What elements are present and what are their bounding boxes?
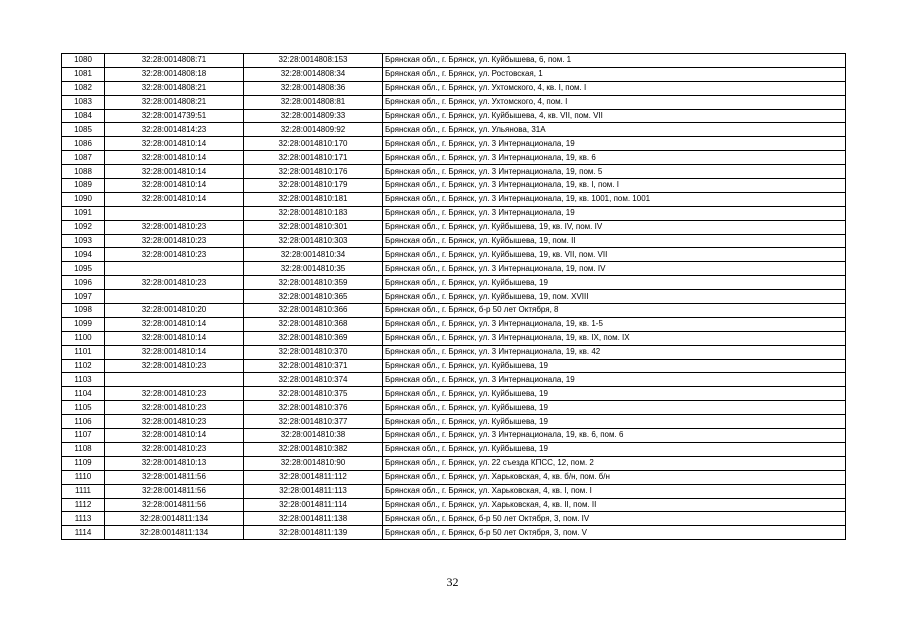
row-number-cell: 1089 [62, 179, 105, 193]
land-cadastral-number-cell [105, 206, 244, 220]
address-cell: Брянская обл., г. Брянск, ул. 3 Интернационала, 19, кв. 1001, пом. 1001 [383, 192, 846, 206]
table-row [62, 415, 846, 429]
table-row [62, 387, 846, 401]
table-row [62, 192, 846, 206]
address-cell: Брянская обл., г. Брянск, ул. Куйбышева, 19 [383, 415, 846, 429]
address-cell: Брянская обл., г. Брянск, ул. 3 Интернационала, 19, кв. 1-5 [383, 317, 846, 331]
object-cadastral-number-cell: 32:28:0014811:138 [244, 512, 383, 526]
land-cadastral-number-cell: 32:28:0014810:23 [105, 359, 244, 373]
table-row [62, 123, 846, 137]
table-row [62, 220, 846, 234]
object-cadastral-number-cell: 32:28:0014810:34 [244, 248, 383, 262]
row-number-cell: 1093 [62, 234, 105, 248]
address-cell: Брянская обл., г. Брянск, ул. 22 съезда КПСС, 12, пом. 2 [383, 456, 846, 470]
object-cadastral-number-cell: 32:28:0014811:112 [244, 470, 383, 484]
object-cadastral-number-cell: 32:28:0014810:382 [244, 442, 383, 456]
land-cadastral-number-cell: 32:28:0014811:56 [105, 470, 244, 484]
object-cadastral-number-cell: 32:28:0014811:113 [244, 484, 383, 498]
table-row [62, 456, 846, 470]
object-cadastral-number-cell: 32:28:0014810:38 [244, 429, 383, 443]
land-cadastral-number-cell: 32:28:0014808:21 [105, 95, 244, 109]
land-cadastral-number-cell: 32:28:0014810:14 [105, 179, 244, 193]
table-row [62, 276, 846, 290]
table-row [62, 95, 846, 109]
table-row [62, 248, 846, 262]
land-cadastral-number-cell: 32:28:0014811:56 [105, 498, 244, 512]
row-number-cell: 1085 [62, 123, 105, 137]
object-cadastral-number-cell: 32:28:0014808:153 [244, 54, 383, 68]
table-row [62, 165, 846, 179]
row-number-cell: 1094 [62, 248, 105, 262]
row-number-cell: 1086 [62, 137, 105, 151]
land-cadastral-number-cell: 32:28:0014810:23 [105, 220, 244, 234]
address-cell: Брянская обл., г. Брянск, ул. 3 Интернационала, 19, пом. IV [383, 262, 846, 276]
object-cadastral-number-cell: 32:28:0014810:370 [244, 345, 383, 359]
object-cadastral-number-cell: 32:28:0014810:366 [244, 304, 383, 318]
row-number-cell: 1113 [62, 512, 105, 526]
object-cadastral-number-cell: 32:28:0014810:375 [244, 387, 383, 401]
object-cadastral-number-cell: 32:28:0014810:374 [244, 373, 383, 387]
row-number-cell: 1111 [62, 484, 105, 498]
land-cadastral-number-cell: 32:28:0014810:23 [105, 248, 244, 262]
address-cell: Брянская обл., г. Брянск, ул. Харьковская, 4, кв. б/н, пом. б/н [383, 470, 846, 484]
land-cadastral-number-cell: 32:28:0014739:51 [105, 109, 244, 123]
table-row [62, 262, 846, 276]
land-cadastral-number-cell: 32:28:0014811:56 [105, 484, 244, 498]
object-cadastral-number-cell: 32:28:0014810:303 [244, 234, 383, 248]
row-number-cell: 1100 [62, 331, 105, 345]
object-cadastral-number-cell: 32:28:0014809:33 [244, 109, 383, 123]
land-cadastral-number-cell: 32:28:0014808:21 [105, 81, 244, 95]
land-cadastral-number-cell [105, 290, 244, 304]
table-body [62, 54, 846, 540]
address-cell: Брянская обл., г. Брянск, ул. Куйбышева, 6, пом. 1 [383, 54, 846, 68]
row-number-cell: 1090 [62, 192, 105, 206]
object-cadastral-number-cell: 32:28:0014808:81 [244, 95, 383, 109]
land-cadastral-number-cell [105, 262, 244, 276]
land-cadastral-number-cell: 32:28:0014810:20 [105, 304, 244, 318]
table-row [62, 484, 846, 498]
land-cadastral-number-cell: 32:28:0014814:23 [105, 123, 244, 137]
land-cadastral-number-cell: 32:28:0014810:14 [105, 137, 244, 151]
row-number-cell: 1087 [62, 151, 105, 165]
object-cadastral-number-cell: 32:28:0014811:114 [244, 498, 383, 512]
row-number-cell: 1096 [62, 276, 105, 290]
object-cadastral-number-cell: 32:28:0014810:171 [244, 151, 383, 165]
land-cadastral-number-cell: 32:28:0014810:23 [105, 415, 244, 429]
table-row [62, 234, 846, 248]
table-row [62, 151, 846, 165]
row-number-cell: 1104 [62, 387, 105, 401]
row-number-cell: 1101 [62, 345, 105, 359]
row-number-cell: 1107 [62, 429, 105, 443]
row-number-cell: 1110 [62, 470, 105, 484]
object-cadastral-number-cell: 32:28:0014810:371 [244, 359, 383, 373]
address-cell: Брянская обл., г. Брянск, ул. Куйбышева, 19, кв. IV, пом. IV [383, 220, 846, 234]
address-cell: Брянская обл., г. Брянск, ул. Ухтомского, 4, кв. I, пом. I [383, 81, 846, 95]
object-cadastral-number-cell: 32:28:0014811:139 [244, 526, 383, 540]
row-number-cell: 1081 [62, 67, 105, 81]
row-number-cell: 1099 [62, 317, 105, 331]
address-cell: Брянская обл., г. Брянск, ул. 3 Интернационала, 19, кв. I, пом. I [383, 179, 846, 193]
table-row [62, 137, 846, 151]
table-row [62, 179, 846, 193]
table-row [62, 498, 846, 512]
object-cadastral-number-cell: 32:28:0014810:359 [244, 276, 383, 290]
table-row [62, 290, 846, 304]
address-cell: Брянская обл., г. Брянск, ул. 3 Интернационала, 19 [383, 137, 846, 151]
row-number-cell: 1112 [62, 498, 105, 512]
land-cadastral-number-cell: 32:28:0014810:23 [105, 442, 244, 456]
row-number-cell: 1092 [62, 220, 105, 234]
land-cadastral-number-cell: 32:28:0014810:14 [105, 192, 244, 206]
row-number-cell: 1084 [62, 109, 105, 123]
land-cadastral-number-cell: 32:28:0014810:14 [105, 151, 244, 165]
cadastral-table [61, 53, 846, 540]
land-cadastral-number-cell: 32:28:0014810:23 [105, 276, 244, 290]
land-cadastral-number-cell: 32:28:0014808:18 [105, 67, 244, 81]
land-cadastral-number-cell: 32:28:0014810:23 [105, 387, 244, 401]
object-cadastral-number-cell: 32:28:0014810:301 [244, 220, 383, 234]
object-cadastral-number-cell: 32:28:0014810:176 [244, 165, 383, 179]
row-number-cell: 1114 [62, 526, 105, 540]
land-cadastral-number-cell: 32:28:0014810:14 [105, 345, 244, 359]
land-cadastral-number-cell: 32:28:0014810:14 [105, 317, 244, 331]
row-number-cell: 1105 [62, 401, 105, 415]
address-cell: Брянская обл., г. Брянск, ул. Куйбышева, 19, пом. XVIII [383, 290, 846, 304]
row-number-cell: 1083 [62, 95, 105, 109]
row-number-cell: 1102 [62, 359, 105, 373]
object-cadastral-number-cell: 32:28:0014810:365 [244, 290, 383, 304]
land-cadastral-number-cell: 32:28:0014808:71 [105, 54, 244, 68]
table-row [62, 401, 846, 415]
object-cadastral-number-cell: 32:28:0014810:179 [244, 179, 383, 193]
table-row [62, 526, 846, 540]
page-number: 32 [446, 575, 459, 589]
address-cell: Брянская обл., г. Брянск, ул. 3 Интернационала, 19, кв. IX, пом. IX [383, 331, 846, 345]
object-cadastral-number-cell: 32:28:0014810:181 [244, 192, 383, 206]
row-number-cell: 1082 [62, 81, 105, 95]
address-cell: Брянская обл., г. Брянск, б-р 50 лет Октября, 8 [383, 304, 846, 318]
address-cell: Брянская обл., г. Брянск, ул. Ульянова, 31А [383, 123, 846, 137]
row-number-cell: 1109 [62, 456, 105, 470]
table-row [62, 442, 846, 456]
address-cell: Брянская обл., г. Брянск, б-р 50 лет Октября, 3, пом. V [383, 526, 846, 540]
object-cadastral-number-cell: 32:28:0014810:377 [244, 415, 383, 429]
table-row [62, 67, 846, 81]
land-cadastral-number-cell: 32:28:0014810:23 [105, 234, 244, 248]
table-row [62, 81, 846, 95]
table-row [62, 359, 846, 373]
table-row [62, 429, 846, 443]
address-cell: Брянская обл., г. Брянск, ул. 3 Интернационала, 19 [383, 206, 846, 220]
address-cell: Брянская обл., г. Брянск, ул. 3 Интернационала, 19, пом. 5 [383, 165, 846, 179]
address-cell: Брянская обл., г. Брянск, ул. Харьковская, 4, кв. II, пом. II [383, 498, 846, 512]
row-number-cell: 1088 [62, 165, 105, 179]
address-cell: Брянская обл., г. Брянск, ул. 3 Интернационала, 19 [383, 373, 846, 387]
land-cadastral-number-cell: 32:28:0014811:134 [105, 512, 244, 526]
address-cell: Брянская обл., г. Брянск, ул. Куйбышева, 19 [383, 442, 846, 456]
address-cell: Брянская обл., г. Брянск, ул. 3 Интернационала, 19, кв. 6, пом. 6 [383, 429, 846, 443]
row-number-cell: 1103 [62, 373, 105, 387]
object-cadastral-number-cell: 32:28:0014810:369 [244, 331, 383, 345]
address-cell: Брянская обл., г. Брянск, ул. Ухтомского, 4, пом. I [383, 95, 846, 109]
object-cadastral-number-cell: 32:28:0014808:34 [244, 67, 383, 81]
land-cadastral-number-cell: 32:28:0014810:13 [105, 456, 244, 470]
object-cadastral-number-cell: 32:28:0014810:35 [244, 262, 383, 276]
table-row [62, 54, 846, 68]
land-cadastral-number-cell: 32:28:0014810:14 [105, 331, 244, 345]
row-number-cell: 1097 [62, 290, 105, 304]
address-cell: Брянская обл., г. Брянск, ул. Куйбышева, 4, кв. VII, пом. VII [383, 109, 846, 123]
object-cadastral-number-cell: 32:28:0014808:36 [244, 81, 383, 95]
object-cadastral-number-cell: 32:28:0014810:183 [244, 206, 383, 220]
row-number-cell: 1080 [62, 54, 105, 68]
address-cell: Брянская обл., г. Брянск, ул. Куйбышева, 19 [383, 276, 846, 290]
table-row [62, 512, 846, 526]
land-cadastral-number-cell: 32:28:0014810:14 [105, 165, 244, 179]
object-cadastral-number-cell: 32:28:0014810:368 [244, 317, 383, 331]
land-cadastral-number-cell: 32:28:0014810:14 [105, 429, 244, 443]
table-row [62, 470, 846, 484]
row-number-cell: 1091 [62, 206, 105, 220]
table-row [62, 373, 846, 387]
land-cadastral-number-cell: 32:28:0014811:134 [105, 526, 244, 540]
address-cell: Брянская обл., г. Брянск, ул. Куйбышева, 19, кв. VII, пом. VII [383, 248, 846, 262]
row-number-cell: 1106 [62, 415, 105, 429]
table-row [62, 317, 846, 331]
table-row [62, 206, 846, 220]
table-row [62, 304, 846, 318]
address-cell: Брянская обл., г. Брянск, ул. Ростовская, 1 [383, 67, 846, 81]
address-cell: Брянская обл., г. Брянск, ул. 3 Интернационала, 19, кв. 6 [383, 151, 846, 165]
address-cell: Брянская обл., г. Брянск, б-р 50 лет Октября, 3, пом. IV [383, 512, 846, 526]
land-cadastral-number-cell: 32:28:0014810:23 [105, 401, 244, 415]
row-number-cell: 1098 [62, 304, 105, 318]
address-cell: Брянская обл., г. Брянск, ул. Куйбышева, 19 [383, 401, 846, 415]
table-row [62, 331, 846, 345]
address-cell: Брянская обл., г. Брянск, ул. Харьковская, 4, кв. I, пом. I [383, 484, 846, 498]
address-cell: Брянская обл., г. Брянск, ул. 3 Интернационала, 19, кв. 42 [383, 345, 846, 359]
object-cadastral-number-cell: 32:28:0014810:170 [244, 137, 383, 151]
row-number-cell: 1108 [62, 442, 105, 456]
address-cell: Брянская обл., г. Брянск, ул. Куйбышева, 19 [383, 387, 846, 401]
row-number-cell: 1095 [62, 262, 105, 276]
table-row [62, 109, 846, 123]
object-cadastral-number-cell: 32:28:0014809:92 [244, 123, 383, 137]
address-cell: Брянская обл., г. Брянск, ул. Куйбышева, 19, пом. II [383, 234, 846, 248]
land-cadastral-number-cell [105, 373, 244, 387]
object-cadastral-number-cell: 32:28:0014810:90 [244, 456, 383, 470]
object-cadastral-number-cell: 32:28:0014810:376 [244, 401, 383, 415]
table-row [62, 345, 846, 359]
address-cell: Брянская обл., г. Брянск, ул. Куйбышева, 19 [383, 359, 846, 373]
